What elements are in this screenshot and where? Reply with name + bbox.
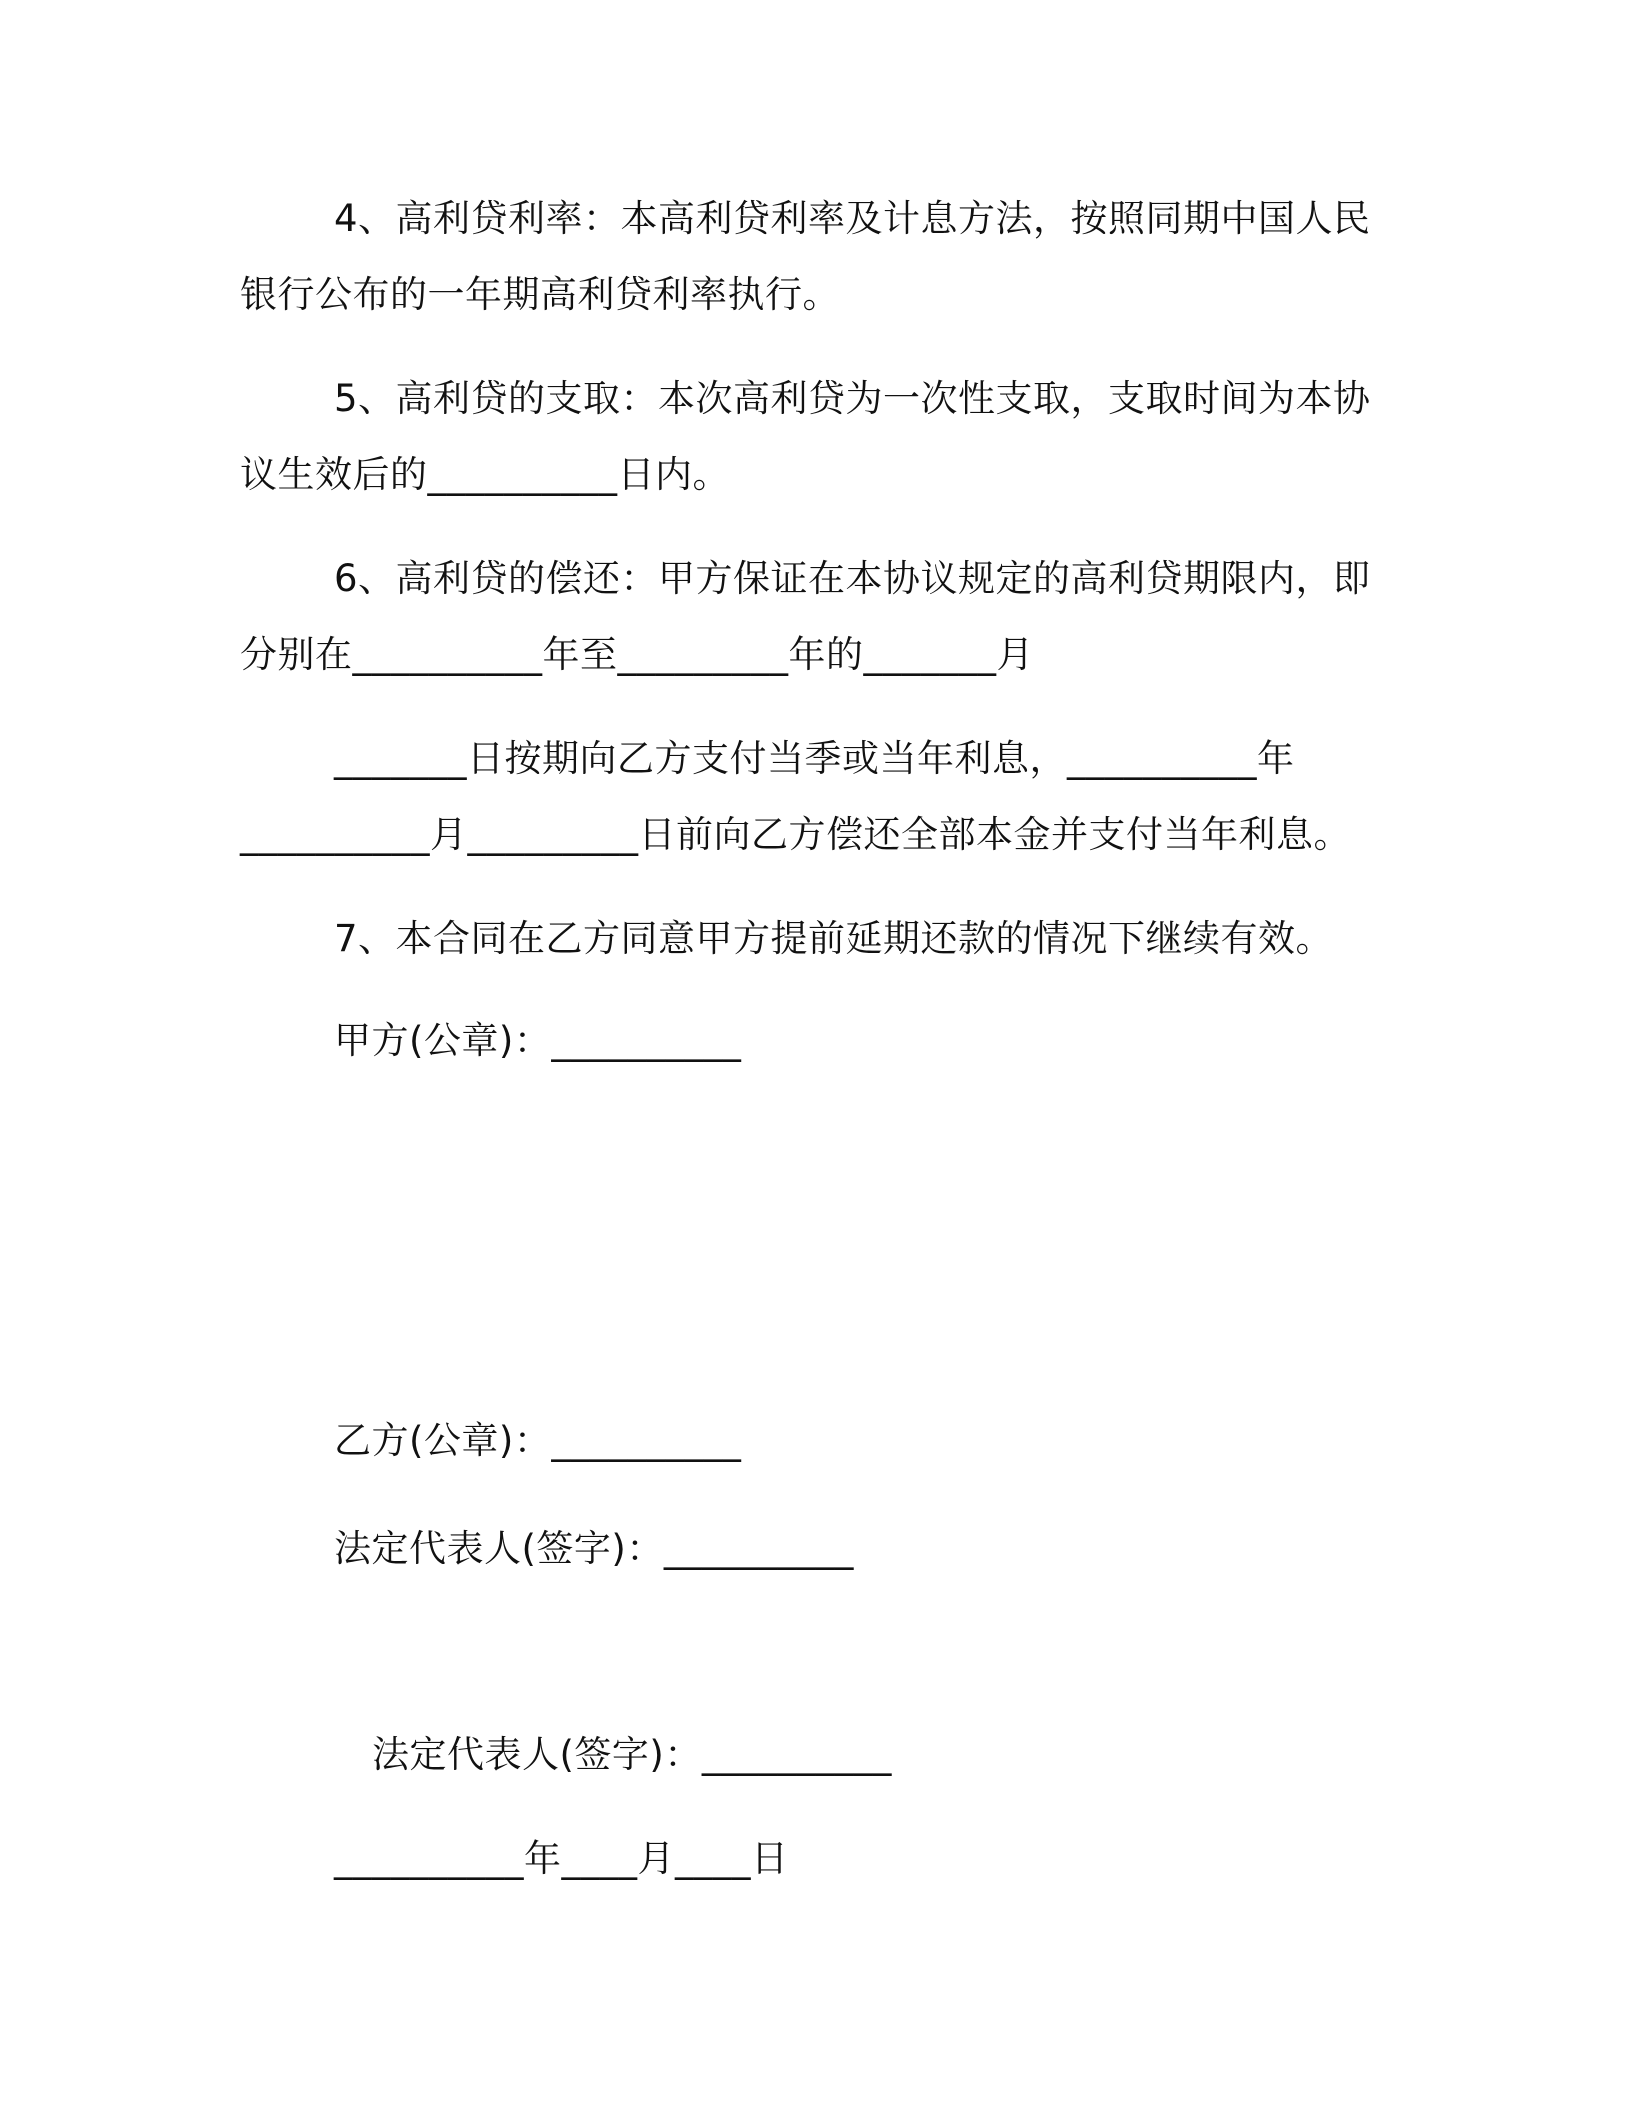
clause-7: 7、本合同在乙方同意甲方提前延期还款的情况下继续有效。 bbox=[334, 917, 1334, 960]
signing-date: __________年____月____日 bbox=[334, 1837, 789, 1880]
clause-6-line-3: _______日按期向乙方支付当季或当年利息，__________年 bbox=[334, 737, 1295, 780]
clause-6-line-1: 6、高利贷的偿还：甲方保证在本协议规定的高利贷期限内，即 bbox=[334, 557, 1371, 600]
party-b-seal: 乙方(公章)：__________ bbox=[334, 1419, 742, 1462]
legal-representative-signature-1: 法定代表人(签字)：__________ bbox=[334, 1527, 854, 1570]
clause-5-line-1: 5、高利贷的支取：本次高利贷为一次性支取，支取时间为本协 bbox=[334, 377, 1371, 420]
clause-4-line-1: 4、高利贷利率：本高利贷利率及计息方法，按照同期中国人民 bbox=[334, 197, 1371, 240]
party-a-seal: 甲方(公章)：__________ bbox=[334, 1019, 742, 1062]
clause-6-line-4: __________月_________日前向乙方偿还全部本金并支付当年利息。 bbox=[240, 813, 1351, 856]
clause-4-line-2: 银行公布的一年期高利贷利率执行。 bbox=[240, 273, 840, 316]
clause-6-line-2: 分别在__________年至_________年的_______月 bbox=[240, 633, 1034, 676]
legal-representative-signature-2: 法定代表人(签字)：__________ bbox=[372, 1733, 892, 1776]
clause-5-line-2: 议生效后的__________日内。 bbox=[240, 453, 730, 496]
